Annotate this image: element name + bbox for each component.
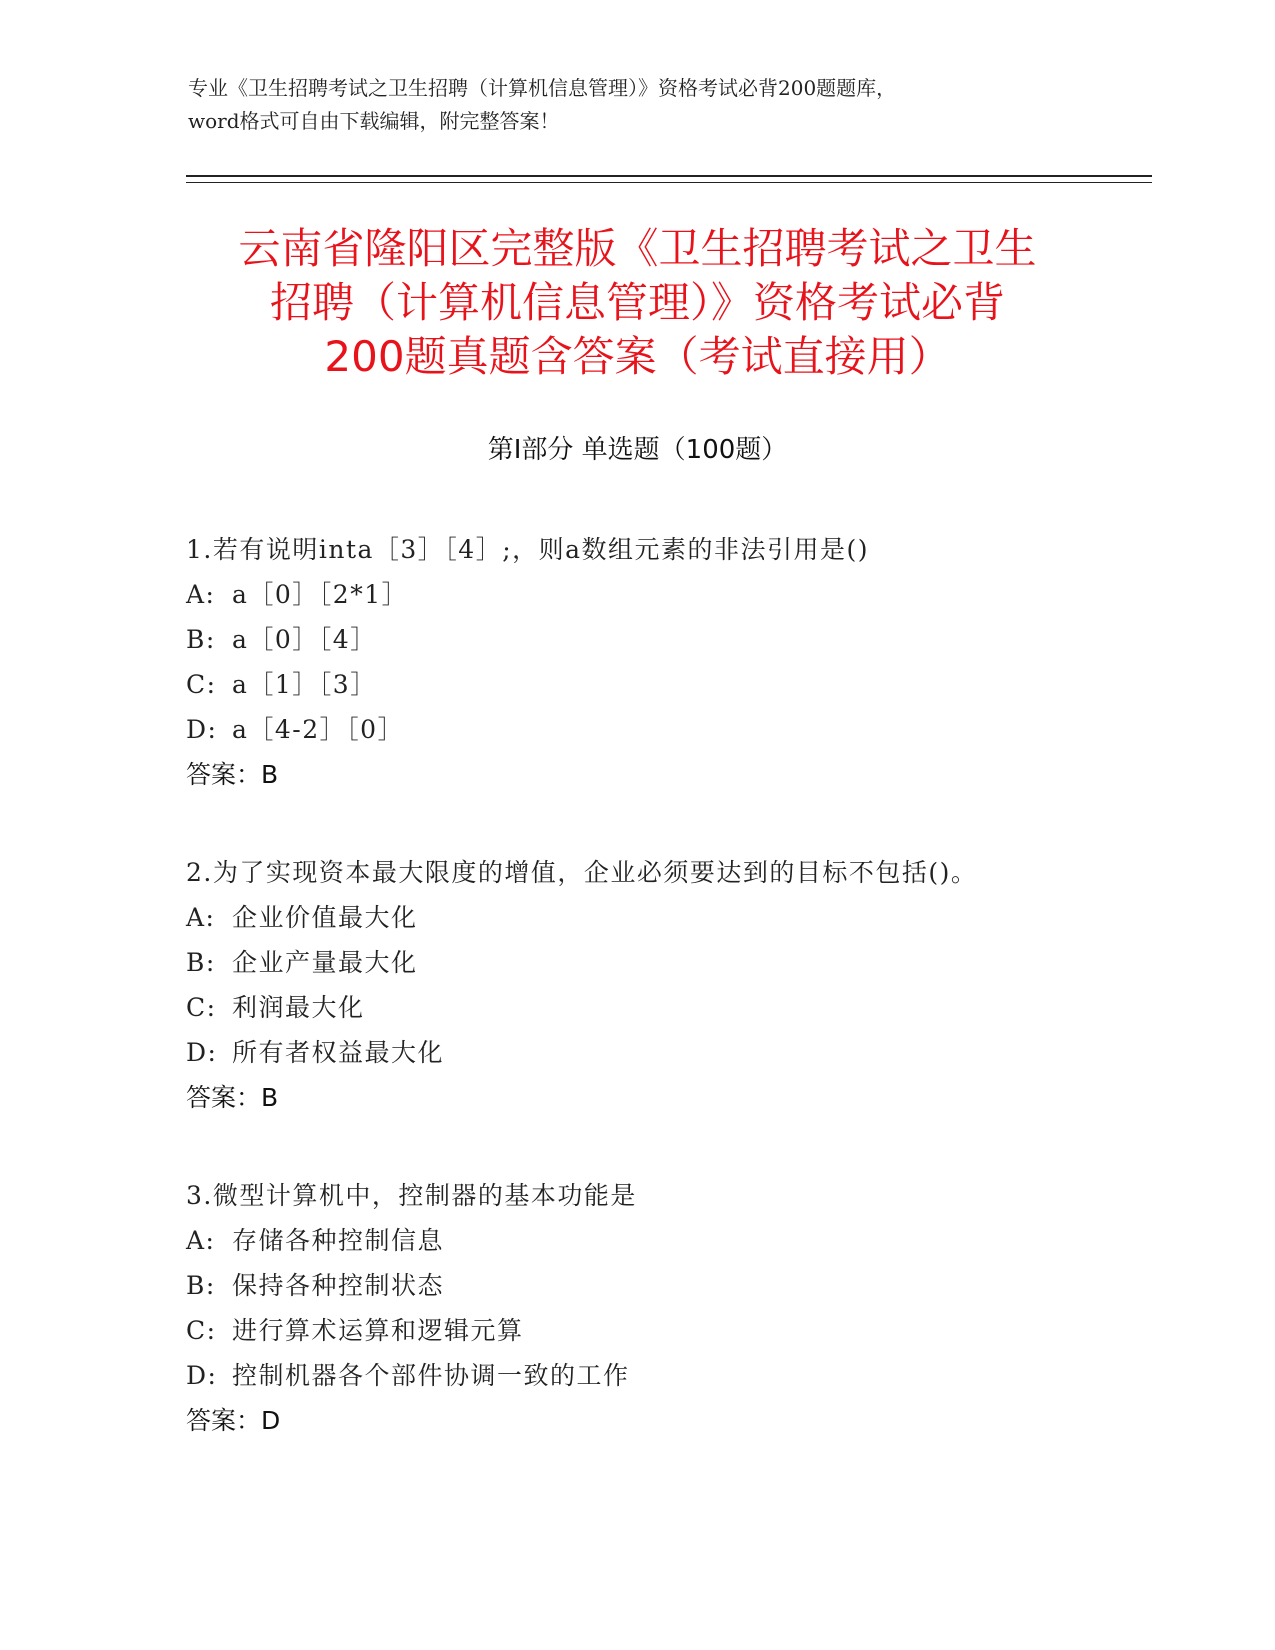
option-text: 利润最大化 <box>232 993 365 1022</box>
option-key: A: <box>186 580 216 609</box>
question-list <box>186 527 1146 1496</box>
option-c <box>186 985 1146 1030</box>
option-d <box>186 1353 1146 1398</box>
option-key: D: <box>186 1361 218 1390</box>
answer: 答案：D <box>186 1406 281 1435</box>
option-a <box>186 572 1146 617</box>
option-text: 企业价值最大化 <box>232 903 418 932</box>
option-text: 存储各种控制信息 <box>232 1226 445 1255</box>
header-note <box>188 72 1088 138</box>
question-stem: 2.为了实现资本最大限度的增值，企业必须要达到的目标不包括()。 <box>186 858 978 887</box>
option-text: 进行算术运算和逻辑元算 <box>232 1316 524 1345</box>
question-stem: 3.微型计算机中，控制器的基本功能是 <box>186 1181 637 1210</box>
option-key: B: <box>186 625 216 654</box>
question-2 <box>186 850 1146 1121</box>
question-stem: 1.若有说明inta［3］［4］;，则a数组元素的非法引用是() <box>186 535 870 564</box>
option-text: a［0］［2*1］ <box>232 580 409 609</box>
option-b <box>186 617 1146 662</box>
option-key: A: <box>186 903 216 932</box>
option-key: D: <box>186 1038 218 1067</box>
document-title-line-2: 招聘（计算机信息管理）》资格考试必背 <box>269 278 1005 327</box>
section-title: 第Ⅰ部分 单选题（100题） <box>487 435 788 465</box>
document-title-line-3: 200题真题含答案（考试直接用） <box>324 332 951 381</box>
option-d <box>186 707 1146 752</box>
option-a <box>186 895 1146 940</box>
header-note-line-1: 专业《卫生招聘考试之卫生招聘（计算机信息管理）》资格考试必背200题题库， <box>188 76 897 100</box>
option-a <box>186 1218 1146 1263</box>
answer: 答案：B <box>186 1083 279 1112</box>
option-key: C: <box>186 670 217 699</box>
question-1 <box>186 527 1146 798</box>
option-key: D: <box>186 715 218 744</box>
option-key: A: <box>186 1226 216 1255</box>
header-note-line-2: word格式可自由下载编辑，附完整答案！ <box>188 109 560 133</box>
document-title <box>150 222 1125 384</box>
option-b <box>186 1263 1146 1308</box>
option-c <box>186 662 1146 707</box>
option-text: a［0］［4］ <box>232 625 377 654</box>
option-text: a［4-2］［0］ <box>232 715 405 744</box>
option-b <box>186 940 1146 985</box>
header-divider-thick <box>186 175 1152 177</box>
option-d <box>186 1030 1146 1075</box>
option-key: B: <box>186 948 216 977</box>
question-3 <box>186 1173 1146 1444</box>
answer: 答案：B <box>186 760 279 789</box>
option-key: C: <box>186 1316 217 1345</box>
option-key: B: <box>186 1271 216 1300</box>
option-text: 保持各种控制状态 <box>232 1271 445 1300</box>
option-text: a［1］［3］ <box>232 670 377 699</box>
option-c <box>186 1308 1146 1353</box>
option-text: 控制机器各个部件协调一致的工作 <box>232 1361 630 1390</box>
option-text: 所有者权益最大化 <box>232 1038 445 1067</box>
option-text: 企业产量最大化 <box>232 948 418 977</box>
header-divider-thin <box>186 182 1152 183</box>
option-key: C: <box>186 993 217 1022</box>
document-title-line-1: 云南省隆阳区完整版《卫生招聘考试之卫生 <box>238 224 1037 273</box>
